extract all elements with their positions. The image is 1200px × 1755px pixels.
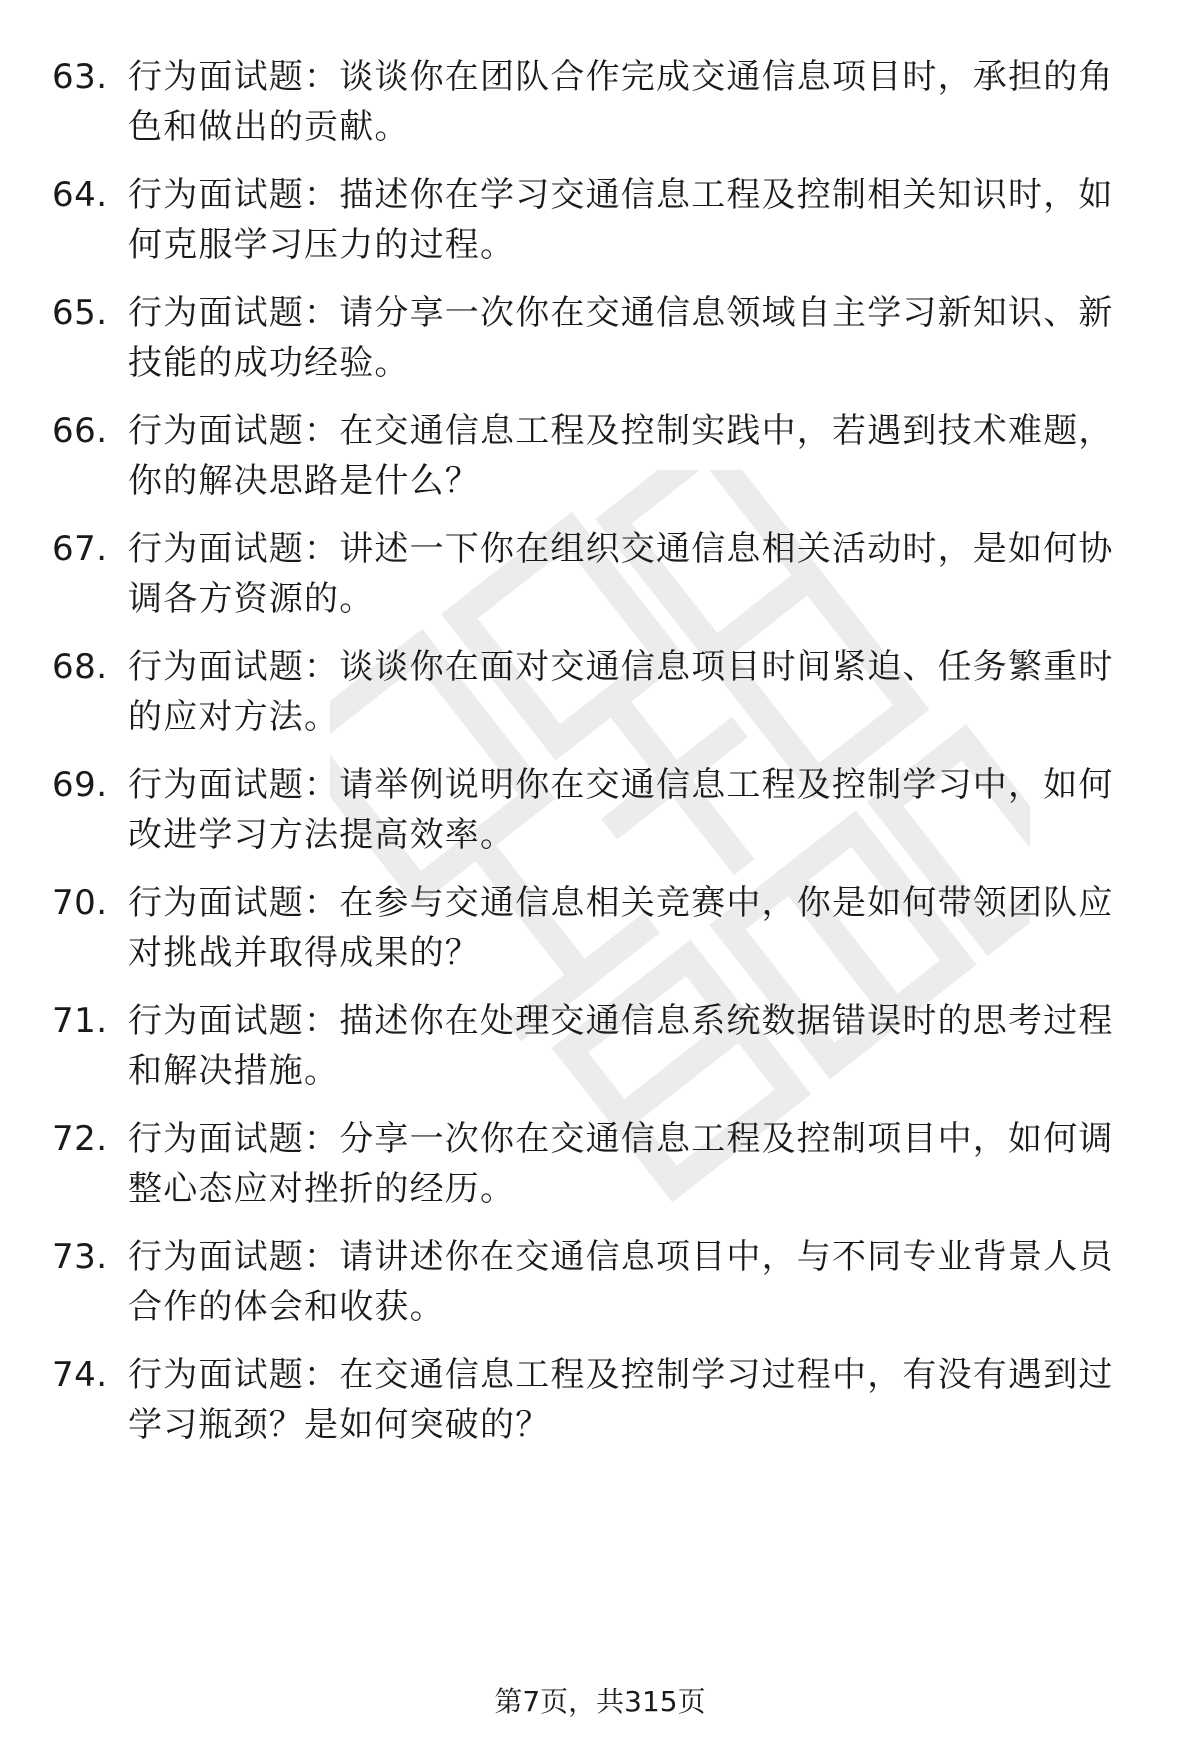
list-item xyxy=(0,1350,1200,1470)
list-item xyxy=(0,288,1200,408)
question-number: 67. xyxy=(52,529,108,569)
question-number: 69. xyxy=(52,765,108,805)
question-number: 72. xyxy=(52,1119,108,1159)
question-text: 行为面试题：请举例说明你在交通信息工程及控制学习中，如何改进学习方法提高效率。 xyxy=(128,765,1114,855)
list-item xyxy=(0,406,1200,526)
list-item xyxy=(0,170,1200,290)
question-text: 行为面试题：请分享一次你在交通信息领域自主学习新知识、新技能的成功经验。 xyxy=(128,293,1114,383)
question-text: 行为面试题：在交通信息工程及控制学习过程中，有没有遇到过学习瓶颈？是如何突破的？ xyxy=(128,1355,1114,1445)
list-item xyxy=(0,1114,1200,1234)
list-item xyxy=(0,642,1200,762)
question-number: 64. xyxy=(52,175,108,215)
question-number: 63. xyxy=(52,57,108,97)
list-item xyxy=(0,524,1200,644)
question-text: 行为面试题：谈谈你在面对交通信息项目时间紧迫、任务繁重时的应对方法。 xyxy=(128,647,1114,737)
list-item xyxy=(0,52,1200,172)
list-item xyxy=(0,996,1200,1116)
question-number: 74. xyxy=(52,1355,108,1395)
page-number-footer: 第7页，共315页 xyxy=(494,1685,706,1718)
question-number: 68. xyxy=(52,647,108,687)
question-text: 行为面试题：请讲述你在交通信息项目中，与不同专业背景人员合作的体会和收获。 xyxy=(128,1237,1114,1327)
question-number: 66. xyxy=(52,411,108,451)
question-text: 行为面试题：描述你在学习交通信息工程及控制相关知识时，如何克服学习压力的过程。 xyxy=(128,175,1114,265)
question-text: 行为面试题：在参与交通信息相关竞赛中，你是如何带领团队应对挑战并取得成果的？ xyxy=(128,883,1114,973)
question-number: 70. xyxy=(52,883,108,923)
question-text: 行为面试题：分享一次你在交通信息工程及控制项目中，如何调整心态应对挫折的经历。 xyxy=(128,1119,1114,1209)
question-number: 73. xyxy=(52,1237,108,1277)
question-number: 65. xyxy=(52,293,108,333)
question-text: 行为面试题：讲述一下你在组织交通信息相关活动时，是如何协调各方资源的。 xyxy=(128,529,1114,619)
question-text: 行为面试题：在交通信息工程及控制实践中，若遇到技术难题，你的解决思路是什么？ xyxy=(128,411,1114,501)
question-text: 行为面试题：谈谈你在团队合作完成交通信息项目时，承担的角色和做出的贡献。 xyxy=(128,57,1114,147)
question-text: 行为面试题：描述你在处理交通信息系统数据错误时的思考过程和解决措施。 xyxy=(128,1001,1114,1091)
list-item xyxy=(0,1232,1200,1352)
list-item xyxy=(0,760,1200,880)
list-item xyxy=(0,878,1200,998)
question-number: 71. xyxy=(52,1001,108,1041)
